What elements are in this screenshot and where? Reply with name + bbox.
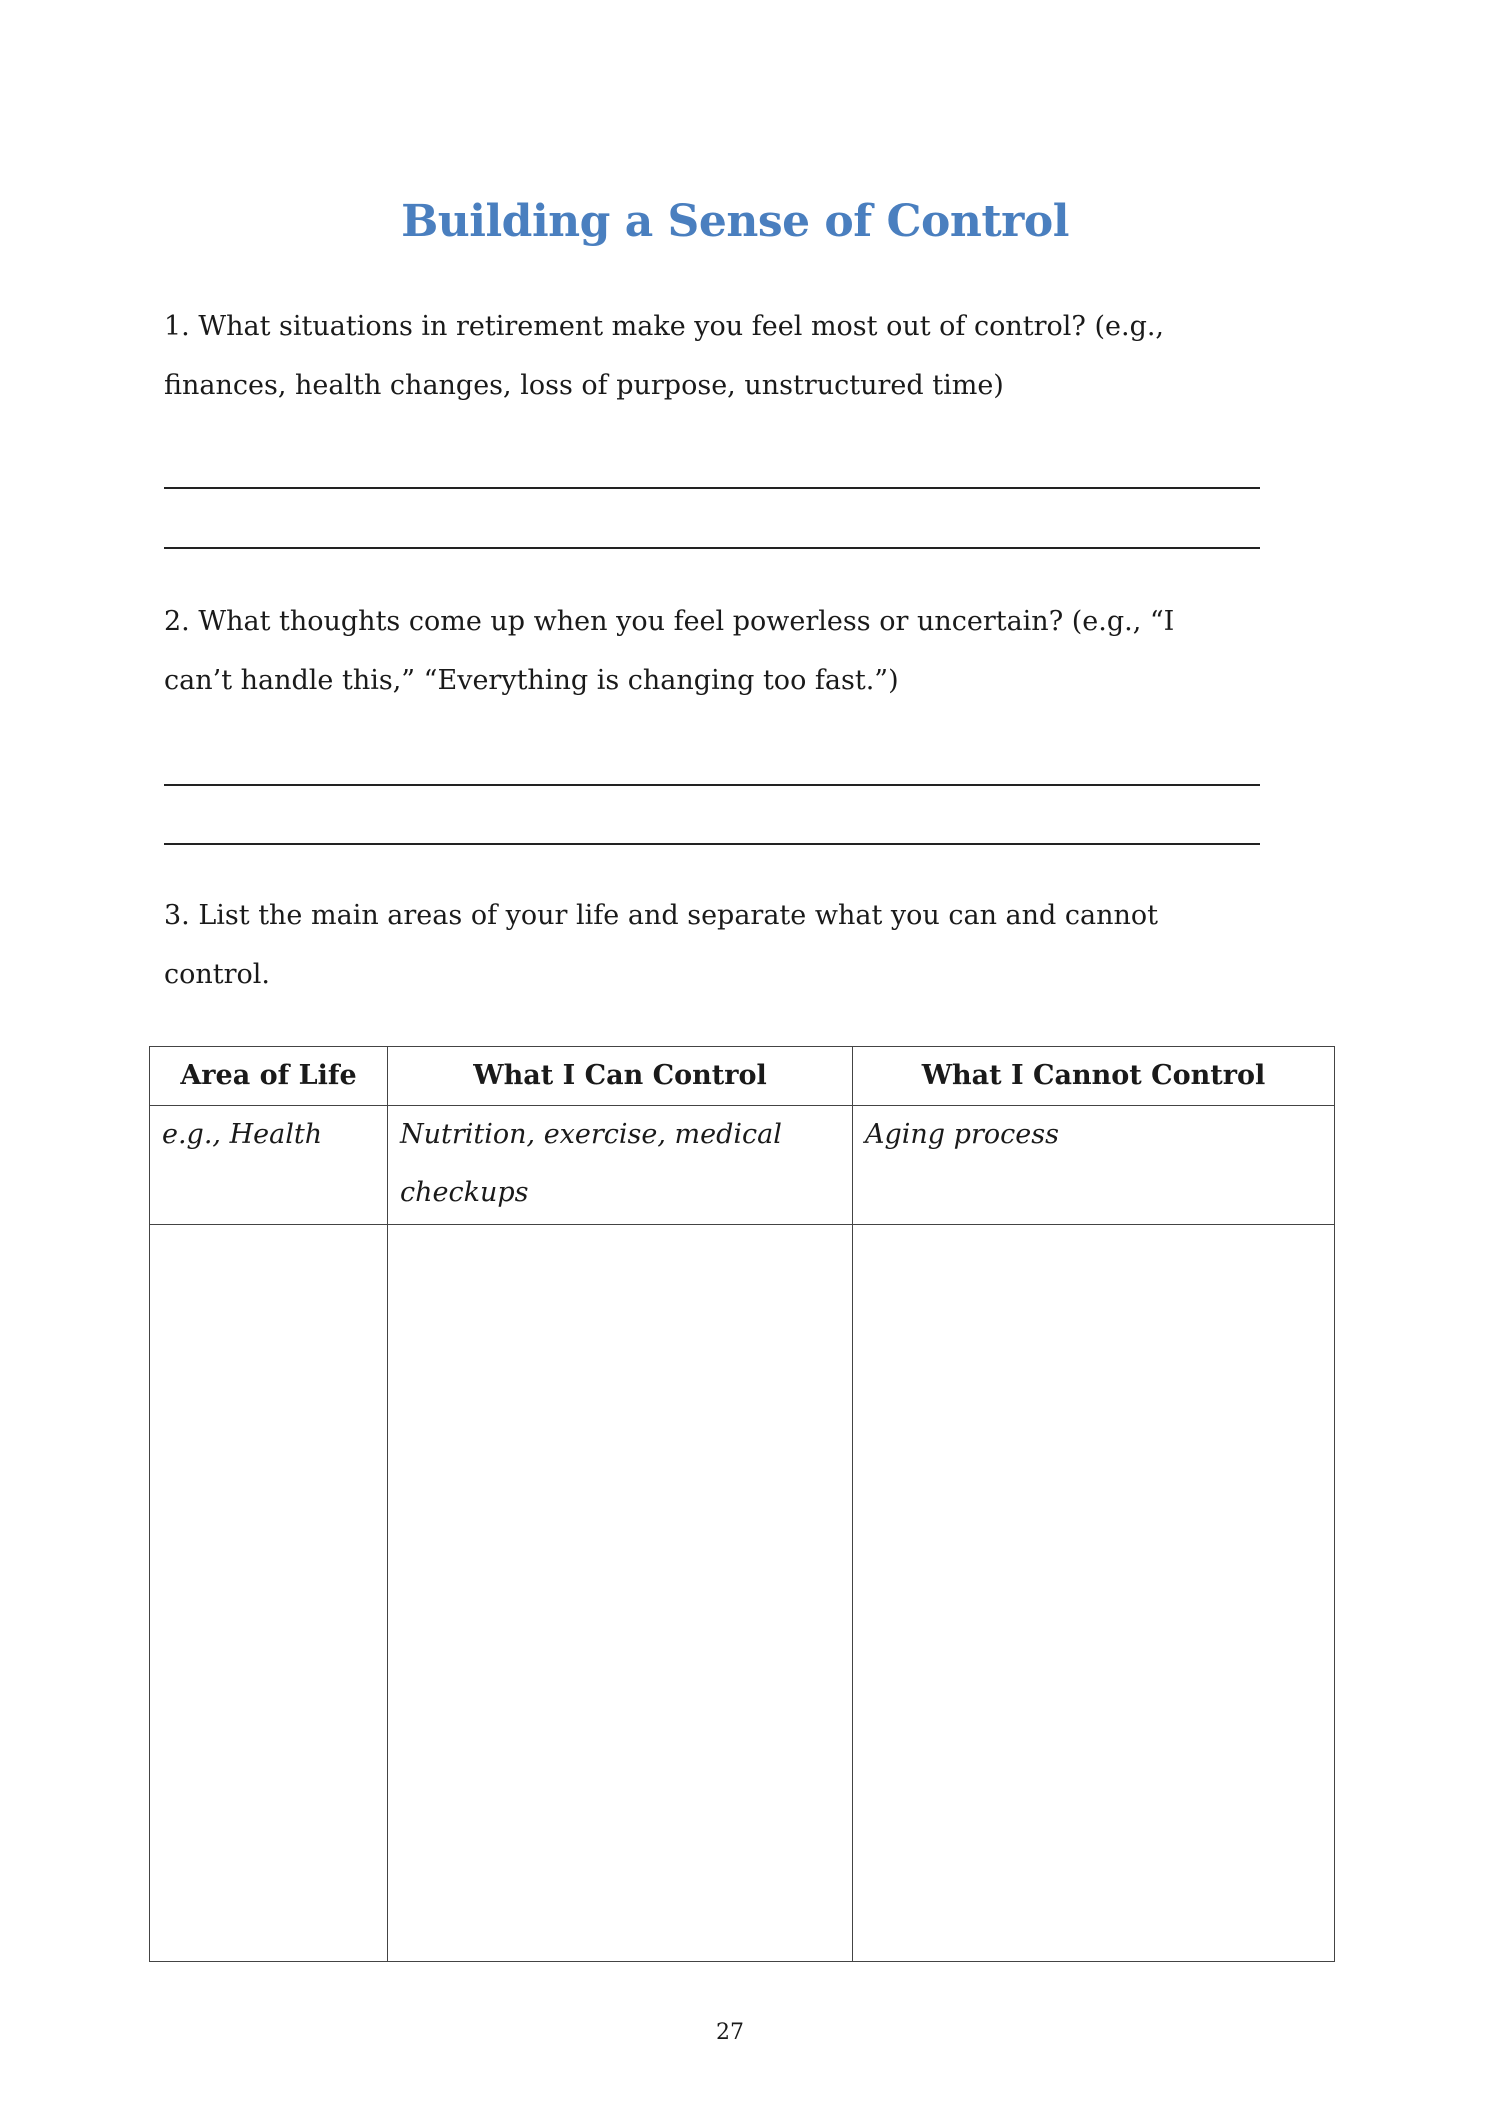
example-can-control: Nutrition, exercise, medical checkups [388,1106,853,1225]
answer-line[interactable] [164,843,1260,845]
page-title: Building a Sense of Control [401,196,1069,247]
question-2-line-1: 2. What thoughts come up when you feel powerless or uncertain? (e.g., “I [164,606,1175,637]
example-cannot-control: Aging process [853,1106,1335,1225]
question-3-line-1: 3. List the main areas of your life and separate what you can and cannot [164,900,1159,931]
table-row-blank [150,1225,1335,1962]
question-1-line-2: finances, health changes, loss of purpose, unstructured time) [164,370,1004,401]
question-3-line-2: control. [164,959,270,990]
blank-can-control-cell[interactable] [388,1225,853,1962]
question-1 [164,297,1164,415]
answer-line[interactable] [164,487,1260,489]
control-table [149,1046,1335,1962]
blank-area-cell[interactable] [150,1225,388,1962]
answer-line[interactable] [164,547,1260,549]
table-row-example [150,1106,1335,1225]
header-area-of-life: Area of Life [150,1047,388,1106]
blank-cannot-control-cell[interactable] [853,1225,1335,1962]
question-2 [164,592,1174,710]
answer-line[interactable] [164,784,1260,786]
question-2-line-2: can’t handle this,” “Everything is changing too fast.”) [164,665,899,696]
question-1-line-1: 1. What situations in retirement make you feel most out of control? (e.g., [164,311,1165,342]
question-3 [164,886,1158,1004]
header-cannot-control: What I Cannot Control [853,1047,1335,1106]
page-number: 27 [716,2020,744,2045]
header-can-control: What I Can Control [388,1047,853,1106]
table-header-row [150,1047,1335,1106]
example-area: e.g., Health [150,1106,388,1225]
